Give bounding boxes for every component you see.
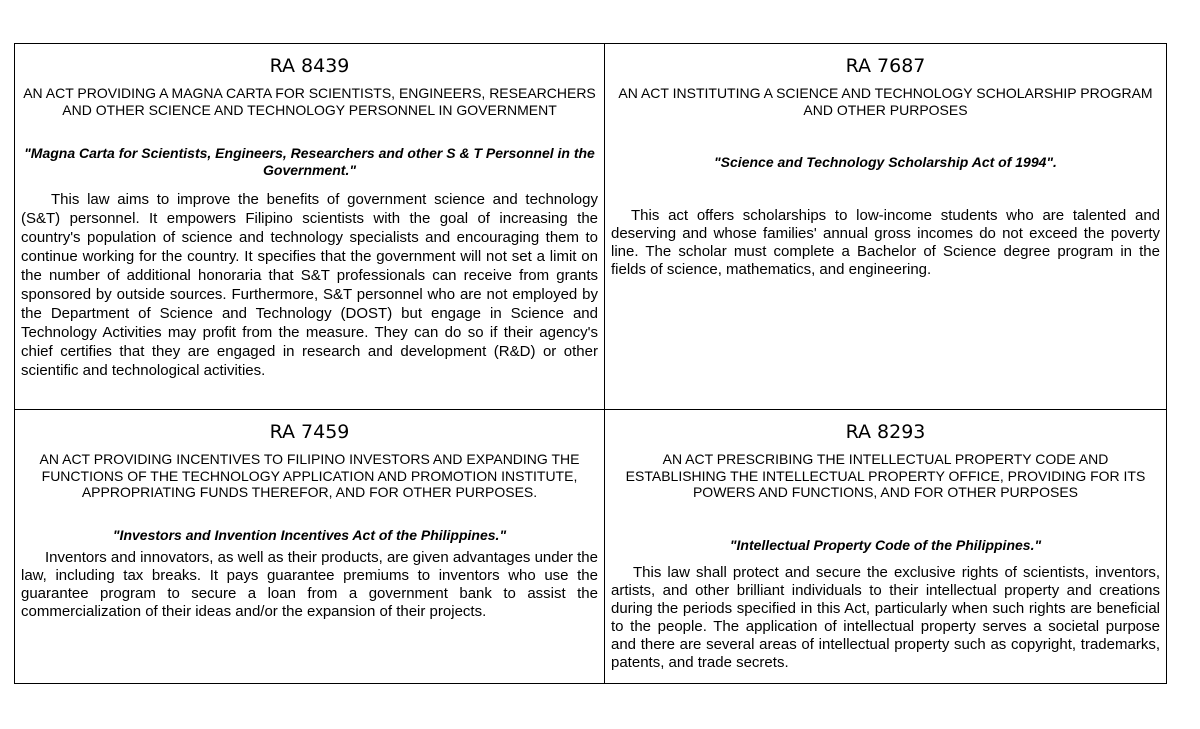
republic-acts-table <box>14 43 1167 684</box>
act-short-title: "Investors and Invention Incentives Act of the Philippines." <box>112 526 507 543</box>
act-description: This law shall protect and secure the exclusive rights of scientists, inventors, artists, and other brilliant individuals to their intellectual property and creations during the periods specified in this Act, particularly when such rights are beneficial to the people. The application of intellectual property serves a societal purpose and there are several areas of intellectual property such as copyright, trademarks, patents, and trade secrets. <box>611 563 1160 671</box>
act-number: RA 7687 <box>845 55 926 77</box>
act-full-title: AN ACT INSTITUTING A SCIENCE AND TECHNOLOGY SCHOLARSHIP PROGRAM AND OTHER PURPOSES <box>618 85 1153 118</box>
act-cell-ra-8439 <box>15 44 605 410</box>
act-short-title: "Intellectual Property Code of the Philippines." <box>729 536 1042 553</box>
act-full-title: AN ACT PROVIDING INCENTIVES TO FILIPINO INVESTORS AND EXPANDING THE FUNCTIONS OF THE TECHNOLOGY APPLICATION AND PROMOTION INSTITUTE, APPROPRIATING FUNDS THEREFOR, AND FOR OTHER PURPOSES. <box>39 451 580 500</box>
act-cell-ra-7459 <box>15 410 605 683</box>
act-cell-ra-7687 <box>605 44 1166 410</box>
act-number: RA 7459 <box>269 421 350 443</box>
act-full-title: AN ACT PRESCRIBING THE INTELLECTUAL PROPERTY CODE AND ESTABLISHING THE INTELLECTUAL PROPERTY OFFICE, PROVIDING FOR ITS POWERS AND FUNCTIONS, AND FOR OTHER PURPOSES <box>625 451 1146 500</box>
act-description: This law aims to improve the benefits of government science and technology (S&T) personnel. It empowers Filipino scientists with the goal of increasing the country's population of science and technology specialists and encouraging them to continue working for the country. It specifies that the government will not set a limit on the number of additional honoraria that S&T professionals can receive from grants sponsored by outside sources. Furthermore, S&T personnel who are not employed by the Department of Science and Technology (DOST) but engage in Science and Technology Activities may profit from the measure. They can do so if their agency's chief certifies that they are engaged in research and development (R&D) or other scientific and technological activities. <box>21 191 598 379</box>
act-cell-ra-8293 <box>605 410 1166 683</box>
act-number: RA 8293 <box>845 421 926 443</box>
act-description: Inventors and innovators, as well as their products, are given advantages under the law, including tax breaks. It pays guarantee premiums to inventors who use the guarantee program to secure a loan from a government bank to assist the commercialization of their ideas and/or the expansion of their projects. <box>21 548 598 620</box>
act-full-title: AN ACT PROVIDING A MAGNA CARTA FOR SCIENTISTS, ENGINEERS, RESEARCHERS AND OTHER SCIENCE AND TECHNOLOGY PERSONNEL IN GOVERNMENT <box>23 85 596 118</box>
act-description: This act offers scholarships to low-income students who are talented and deserving and whose families' annual gross incomes do not exceed the poverty line. The scholar must complete a Bachelor of Science degree program in the fields of science, mathematics, and engineering. <box>611 207 1160 278</box>
act-short-title: "Science and Technology Scholarship Act of 1994". <box>714 154 1057 170</box>
act-short-title: "Magna Carta for Scientists, Engineers, Researchers and other S & T Personnel in the Government." <box>24 145 595 178</box>
act-number: RA 8439 <box>269 55 350 77</box>
